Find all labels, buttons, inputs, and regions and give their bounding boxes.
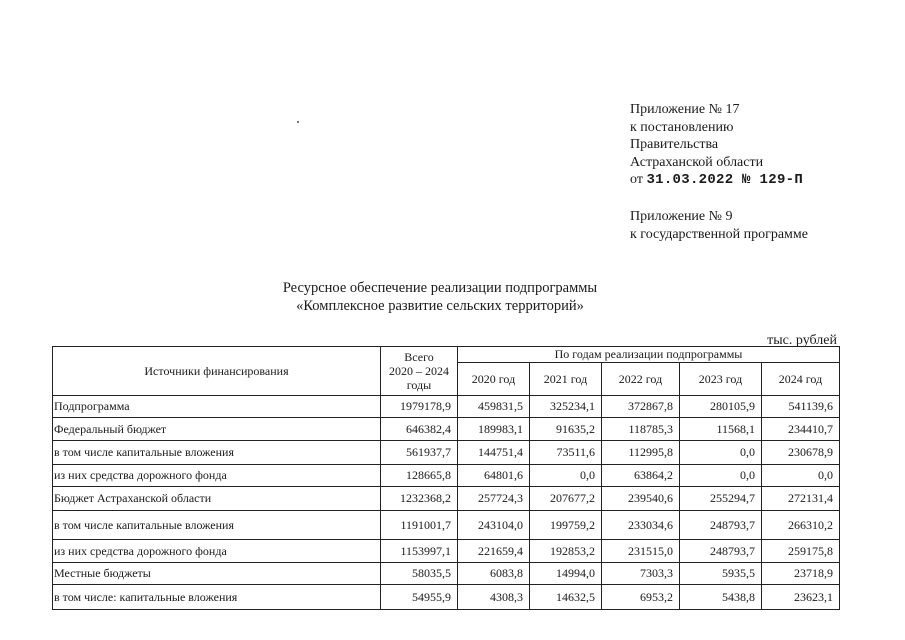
scan-speck: [297, 121, 299, 123]
cell-total: 646382,4: [381, 418, 458, 441]
header-source: Источники финансирования: [53, 347, 381, 396]
cell-year-2023: 0,0: [680, 441, 762, 465]
cell-year-2021: 192853,2: [530, 540, 602, 563]
table-row: [53, 396, 840, 418]
header-total-line-1: Всего: [404, 350, 434, 364]
cell-year-2024: 230678,9: [762, 441, 840, 465]
row-source-label: Бюджет Астраханской области: [53, 487, 381, 511]
cell-total: 1191001,7: [381, 511, 458, 540]
appendix-9-block: [630, 208, 808, 243]
cell-year-2021: 14994,0: [530, 563, 602, 585]
cell-year-2020: 144751,4: [458, 441, 530, 465]
cell-year-2020: 6083,8: [458, 563, 530, 585]
cell-year-2022: 233034,6: [602, 511, 680, 540]
date-number-stamp: 31.03.2022 № 129-П: [646, 172, 804, 188]
row-source-label: в том числе: капитальные вложения: [53, 585, 381, 610]
table-row: [53, 487, 840, 511]
cell-year-2023: 11568,1: [680, 418, 762, 441]
cell-year-2022: 239540,6: [602, 487, 680, 511]
cell-year-2024: 234410,7: [762, 418, 840, 441]
cell-year-2023: 248793,7: [680, 540, 762, 563]
cell-total: 128665,8: [381, 465, 458, 487]
cell-year-2024: 23718,9: [762, 563, 840, 585]
row-source-label: Местные бюджеты: [53, 563, 381, 585]
cell-year-2020: 243104,0: [458, 511, 530, 540]
cell-total: 58035,5: [381, 563, 458, 585]
row-source-label: Подпрограмма: [53, 396, 381, 418]
cell-year-2020: 459831,5: [458, 396, 530, 418]
appendix-9-number: Приложение № 9: [630, 209, 733, 224]
appendix-9-program-line: к государственной программе: [630, 226, 808, 242]
cell-year-2020: 221659,4: [458, 540, 530, 563]
cell-year-2023: 280105,9: [680, 396, 762, 418]
cell-year-2024: 23623,1: [762, 585, 840, 610]
cell-total: 1979178,9: [381, 396, 458, 418]
cell-year-2020: 189983,1: [458, 418, 530, 441]
cell-year-2021: 207677,2: [530, 487, 602, 511]
cell-total: 1153997,1: [381, 540, 458, 563]
row-source-label: из них средства дорожного фонда: [53, 465, 381, 487]
appendix-17-government-line: Правительства: [630, 137, 719, 152]
header-year-2020: 2020 год: [458, 363, 530, 396]
cell-total: 561937,7: [381, 441, 458, 465]
header-year-2024: 2024 год: [762, 363, 840, 396]
appendix-17-decree-line: к постановлению: [630, 119, 734, 135]
cell-year-2023: 0,0: [680, 465, 762, 487]
header-total: [381, 347, 458, 396]
table-row: [53, 540, 840, 563]
cell-year-2022: 112995,8: [602, 441, 680, 465]
cell-year-2021: 325234,1: [530, 396, 602, 418]
cell-year-2023: 5438,8: [680, 585, 762, 610]
cell-year-2021: 73511,6: [530, 441, 602, 465]
header-year-2021: 2021 год: [530, 363, 602, 396]
cell-year-2024: 266310,2: [762, 511, 840, 540]
cell-year-2022: 6953,2: [602, 585, 680, 610]
appendix-17-region-line: Астраханской области: [630, 154, 764, 170]
units-label: тыс. рублей: [767, 333, 837, 348]
cell-year-2024: 272131,4: [762, 487, 840, 511]
table-row: [53, 465, 840, 487]
cell-year-2022: 63864,2: [602, 465, 680, 487]
cell-year-2023: 248793,7: [680, 511, 762, 540]
cell-year-2021: 0,0: [530, 465, 602, 487]
table-row: [53, 418, 840, 441]
funding-table: [52, 346, 840, 610]
cell-total: 54955,9: [381, 585, 458, 610]
cell-year-2024: 541139,6: [762, 396, 840, 418]
cell-total: 1232368,2: [381, 487, 458, 511]
cell-year-2021: 14632,5: [530, 585, 602, 610]
cell-year-2020: 64801,6: [458, 465, 530, 487]
header-total-line-3: годы: [406, 378, 432, 392]
table-row: [53, 511, 840, 540]
row-source-label: Федеральный бюджет: [53, 418, 381, 441]
header-total-line-2: 2020 – 2024: [389, 364, 449, 378]
table-row: [53, 441, 840, 465]
cell-year-2020: 257724,3: [458, 487, 530, 511]
row-source-label: в том числе капитальные вложения: [53, 441, 381, 465]
appendix-17-number: Приложение № 17: [630, 102, 740, 117]
funding-table-body: [53, 396, 840, 610]
cell-year-2022: 118785,3: [602, 418, 680, 441]
cell-year-2021: 91635,2: [530, 418, 602, 441]
row-source-label: из них средства дорожного фонда: [53, 540, 381, 563]
cell-year-2021: 199759,2: [530, 511, 602, 540]
cell-year-2022: 372867,8: [602, 396, 680, 418]
row-source-label: в том числе капитальные вложения: [53, 511, 381, 540]
cell-year-2024: 0,0: [762, 465, 840, 487]
cell-year-2023: 255294,7: [680, 487, 762, 511]
header-year-2022: 2022 год: [602, 363, 680, 396]
appendix-17-date-line: [630, 171, 803, 190]
cell-year-2022: 7303,3: [602, 563, 680, 585]
document-title-line-2: «Комплексное развитие сельских территорий»: [296, 298, 584, 314]
table-row: [53, 563, 840, 585]
date-prefix: от: [630, 172, 643, 187]
document-title-line-1: Ресурсное обеспечение реализации подпрограммы: [282, 280, 598, 296]
cell-year-2024: 259175,8: [762, 540, 840, 563]
header-year-2023: 2023 год: [680, 363, 762, 396]
cell-year-2023: 5935,5: [680, 563, 762, 585]
table-row: [53, 585, 840, 610]
header-by-years: По годам реализации подпрограммы: [458, 347, 840, 363]
cell-year-2020: 4308,3: [458, 585, 530, 610]
document-title: [200, 279, 680, 315]
appendix-17-block: [630, 101, 803, 190]
cell-year-2022: 231515,0: [602, 540, 680, 563]
